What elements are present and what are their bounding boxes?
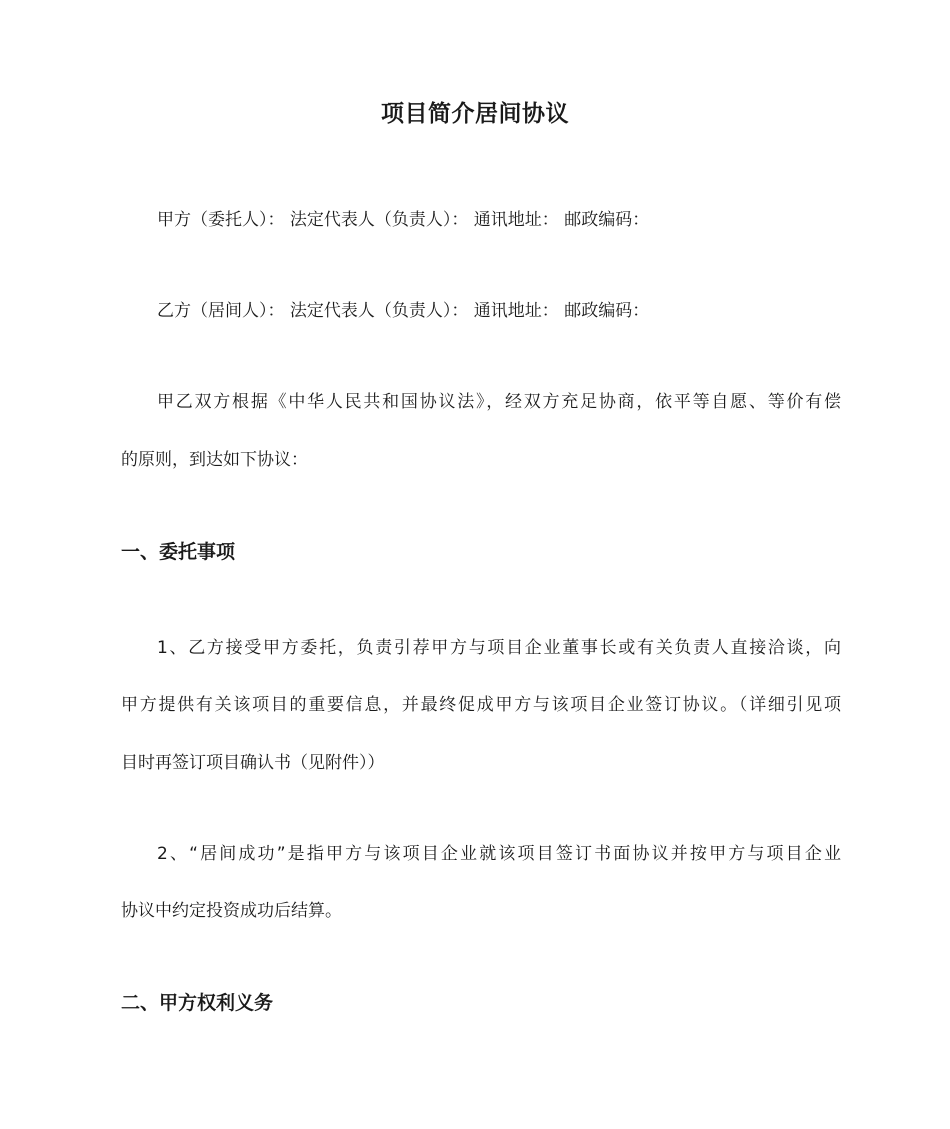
party-b-line: 乙方（居间人）： 法定代表人（负责人）： 通讯地址： 邮政编码：	[157, 301, 650, 321]
section-1-item-1-text-2: 甲方提供有关该项目的重要信息，并最终促成甲方与该项目企业签订协议。（详细引见项	[121, 695, 841, 715]
document-title: 项目简介居间协议	[381, 101, 569, 127]
section-1-item-1-text-1: 1、乙方接受甲方委托，负责引荐甲方与项目企业董事长或有关负责人直接洽谈，向	[157, 638, 841, 658]
section-1-item-2-text-1: 2、“居间成功”是指甲方与该项目企业就该项目签订书面协议并按甲方与项目企业	[157, 844, 841, 864]
party-a-line: 甲方（委托人）： 法定代表人（负责人）： 通讯地址： 邮政编码：	[157, 210, 650, 230]
section-1-heading: 一、委托事项	[121, 541, 236, 563]
preamble-line-1	[157, 390, 841, 414]
preamble-text-1: 甲乙双方根据《中华人民共和国协议法》，经双方充足协商，依平等自愿、等价有偿	[157, 392, 841, 412]
section-1-item-1-line-3: 目时再签订项目确认书（见附件））	[121, 753, 385, 773]
section-1-item-2-line-1	[157, 842, 841, 866]
section-1-item-2-line-2: 协议中约定投资成功后结算。	[121, 901, 342, 921]
section-1-item-1-line-1	[157, 636, 841, 660]
section-1-item-1-line-2	[121, 693, 841, 717]
section-2-heading: 二、甲方权利义务	[121, 992, 274, 1014]
preamble-line-2: 的原则，到达如下协议：	[121, 450, 308, 470]
